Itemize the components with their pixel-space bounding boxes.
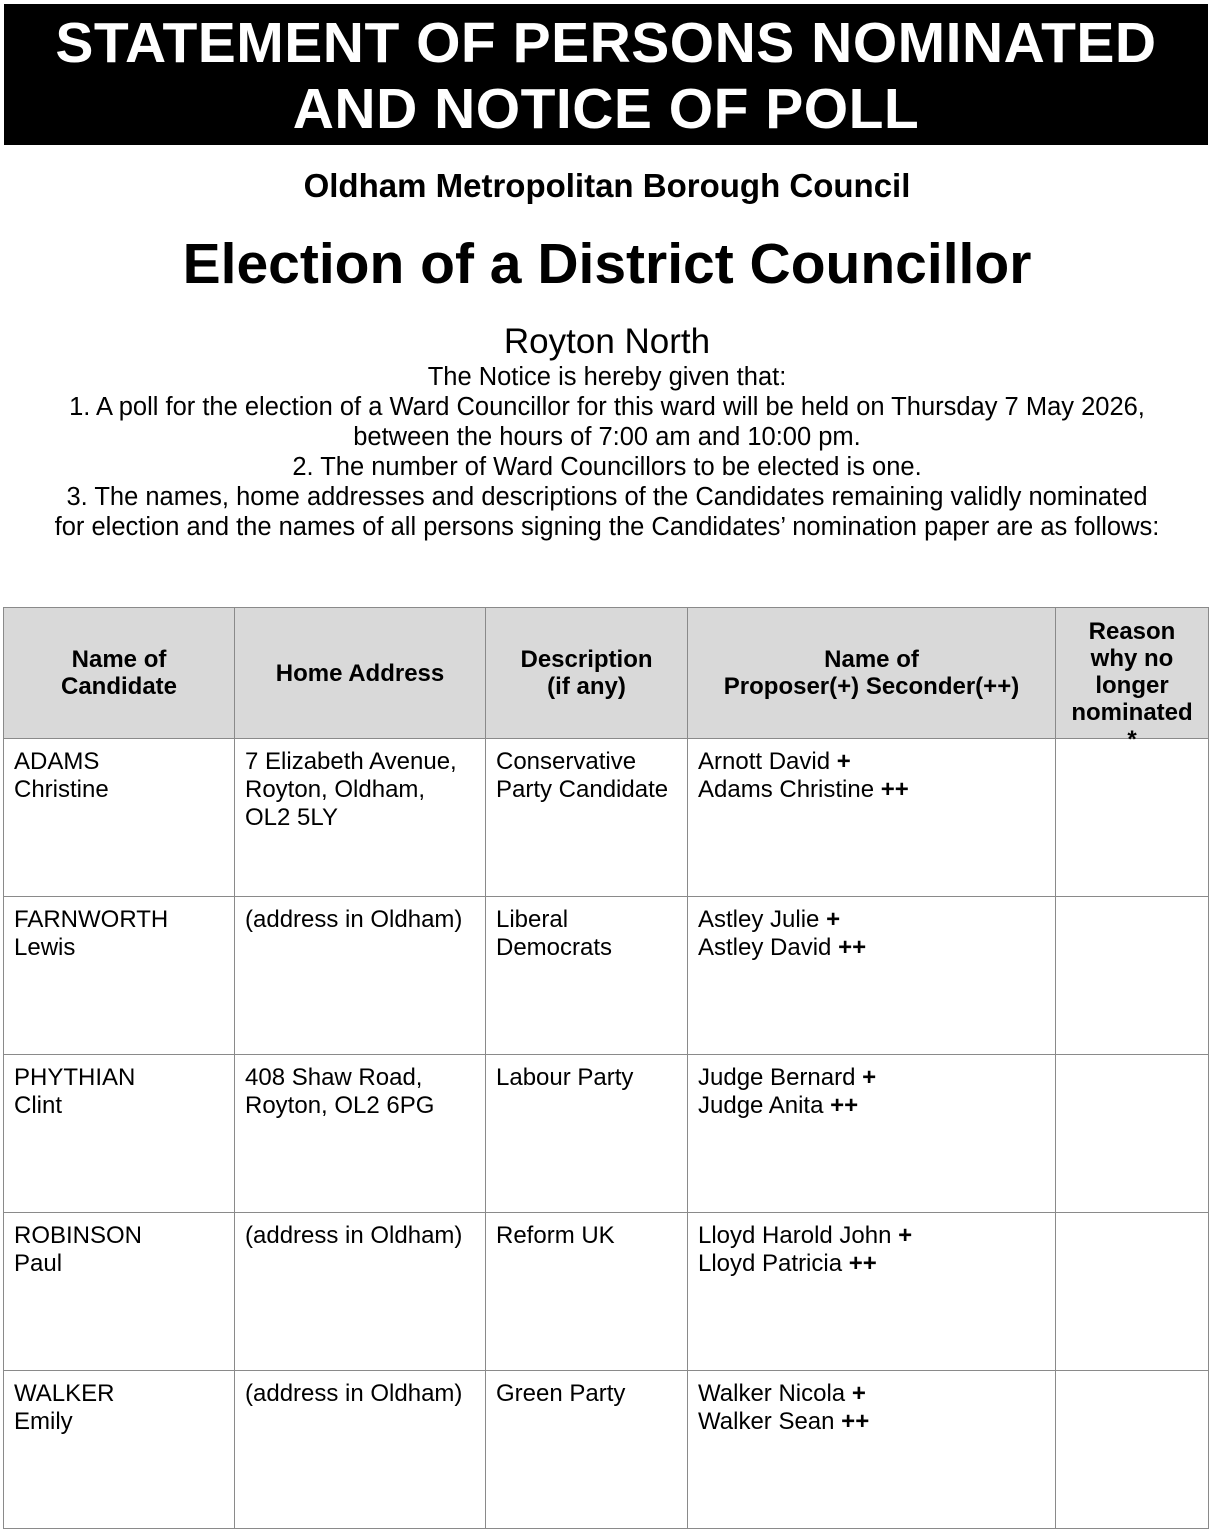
home-address-cell: (address in Oldham) (235, 1213, 486, 1371)
reason-cell (1056, 1371, 1209, 1529)
seconder-mark: ++ (838, 934, 867, 961)
proposer-mark: + (862, 1064, 877, 1091)
description-cell: Reform UK (486, 1213, 688, 1371)
header-reason-no-longer-nominated: Reason why no longer nominated * (1056, 608, 1209, 739)
candidate-name-cell (4, 739, 235, 897)
proposer-name: Arnott David (698, 748, 831, 775)
banner-line-1: STATEMENT OF PERSONS NOMINATED (55, 11, 1157, 75)
proposer-mark: + (826, 906, 841, 933)
proposer-entry (698, 906, 1045, 934)
notice-intro: The Notice is hereby given that: (427, 363, 787, 391)
table-row (4, 1371, 1209, 1529)
description-cell: Green Party (486, 1371, 688, 1529)
table-row (4, 1213, 1209, 1371)
notice-item-3-line-1: 3. The names, home addresses and descriptions of the Candidates remaining validly nominated (66, 483, 1148, 511)
candidate-forename: Lewis (14, 934, 76, 961)
candidate-name-cell (4, 1213, 235, 1371)
reason-cell (1056, 739, 1209, 897)
seconder-name: Lloyd Patricia (698, 1250, 843, 1277)
notice-text (0, 362, 1214, 542)
reason-cell (1056, 1055, 1209, 1213)
banner-line-2: AND NOTICE OF POLL (292, 77, 920, 141)
proposer-seconder-cell (688, 1371, 1056, 1529)
seconder-entry (698, 1250, 1045, 1278)
header-home-address: Home Address (235, 608, 486, 739)
seconder-name: Adams Christine (698, 776, 875, 803)
notice-item-2: 2. The number of Ward Councillors to be elected is one. (292, 453, 922, 481)
proposer-name: Astley Julie (698, 906, 820, 933)
table-row (4, 739, 1209, 897)
proposer-entry (698, 1380, 1045, 1408)
proposer-name: Judge Bernard (698, 1064, 856, 1091)
candidate-name-cell (4, 897, 235, 1055)
seconder-entry (698, 1408, 1045, 1436)
seconder-name: Judge Anita (698, 1092, 824, 1119)
home-address-cell: 7 Elizabeth Avenue, Royton, Oldham, OL2 5LY (235, 739, 486, 897)
proposer-seconder-cell (688, 897, 1056, 1055)
description-cell: Conservative Party Candidate (486, 739, 688, 897)
candidate-name-cell (4, 1371, 235, 1529)
home-address-cell: 408 Shaw Road, Royton, OL2 6PG (235, 1055, 486, 1213)
table-row (4, 897, 1209, 1055)
table-header-row (4, 608, 1209, 739)
candidate-forename: Paul (14, 1250, 63, 1277)
seconder-name: Astley David (698, 934, 832, 961)
candidate-surname: ADAMS (14, 748, 100, 775)
proposer-seconder-cell (688, 1213, 1056, 1371)
proposer-entry (698, 1064, 1045, 1092)
notice-item-1-line-2: between the hours of 7:00 am and 10:00 pm. (353, 423, 861, 451)
seconder-mark: ++ (848, 1250, 877, 1277)
candidate-forename: Clint (14, 1092, 63, 1119)
notice-item-3-line-2: for election and the names of all persons signing the Candidates’ nomination paper are as follows: (54, 513, 1160, 541)
description-cell: Labour Party (486, 1055, 688, 1213)
proposer-seconder-cell (688, 1055, 1056, 1213)
home-address-cell: (address in Oldham) (235, 1371, 486, 1529)
seconder-mark: ++ (830, 1092, 859, 1119)
candidate-name-cell (4, 1055, 235, 1213)
seconder-entry (698, 934, 1045, 962)
notice-item-1-line-1: 1. A poll for the election of a Ward Councillor for this ward will be held on Thursday 7 May 2026, (69, 393, 1145, 421)
seconder-entry (698, 1092, 1045, 1120)
description-cell: Liberal Democrats (486, 897, 688, 1055)
proposer-name: Lloyd Harold John (698, 1222, 892, 1249)
reason-cell (1056, 1213, 1209, 1371)
ward-name: Royton North (503, 322, 711, 361)
header-proposer-seconder: Name of Proposer(+) Seconder(++) (688, 608, 1056, 739)
seconder-mark: ++ (841, 1408, 870, 1435)
header-description: Description (if any) (486, 608, 688, 739)
candidate-forename: Christine (14, 776, 109, 803)
header-name-of-candidate: Name of Candidate (4, 608, 235, 739)
proposer-mark: + (898, 1222, 913, 1249)
home-address-cell: (address in Oldham) (235, 897, 486, 1055)
candidate-surname: ROBINSON (14, 1222, 143, 1249)
proposer-name: Walker Nicola (698, 1380, 846, 1407)
election-title: Election of a District Councillor (182, 232, 1032, 296)
proposer-mark: + (851, 1380, 866, 1407)
candidate-surname: PHYTHIAN (14, 1064, 136, 1091)
council-name: Oldham Metropolitan Borough Council (303, 167, 911, 204)
proposer-entry (698, 748, 1045, 776)
notice-banner (4, 4, 1208, 145)
candidate-surname: WALKER (14, 1380, 115, 1407)
candidate-surname: FARNWORTH (14, 906, 169, 933)
reason-cell (1056, 897, 1209, 1055)
proposer-mark: + (836, 748, 851, 775)
candidate-forename: Emily (14, 1408, 73, 1435)
seconder-mark: ++ (880, 776, 909, 803)
seconder-name: Walker Sean (698, 1408, 835, 1435)
proposer-entry (698, 1222, 1045, 1250)
proposer-seconder-cell (688, 739, 1056, 897)
candidates-table (3, 607, 1209, 1529)
seconder-entry (698, 776, 1045, 804)
table-row (4, 1055, 1209, 1213)
